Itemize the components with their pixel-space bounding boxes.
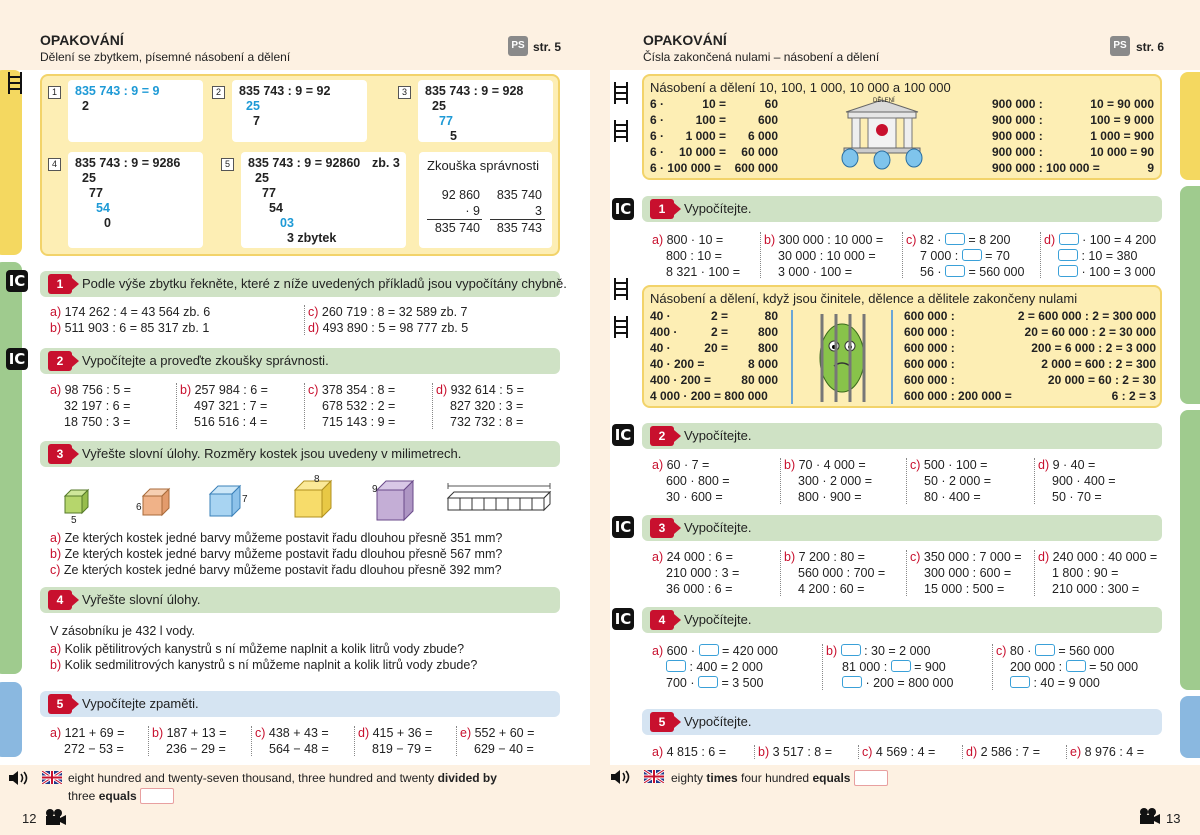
ic-icon: IC [6,270,28,292]
divider [1066,745,1067,759]
exercise-item: b) : 30 = 2 000 [826,644,931,658]
rule-example: 60 [764,97,778,111]
exercise-item: c) 4 569 : 4 = [862,745,936,759]
rule-example: 600 000 : [904,325,955,339]
divider [992,644,993,690]
exercise-item: b) 70 · 4 000 = [784,458,866,472]
rule-example: 40 · [650,309,671,323]
task-instruction: Vypočítejte. [684,714,752,729]
exercise-item: : 40 = 9 000 [1010,676,1100,690]
divider [1034,458,1035,504]
answer-box[interactable] [945,233,965,245]
divider [780,550,781,596]
task-number: 4 [48,590,72,610]
ic-icon: IC [612,608,634,630]
purple-cube [377,481,413,520]
divider [962,745,963,759]
step-line: 03 [280,216,294,230]
rule-example: 40 · 200 = [650,357,705,371]
audio-sentence: eight hundred and twenty-seven thousand, three hundred and twenty divided by [68,771,497,785]
video-camera-icon[interactable] [44,808,68,826]
rule-example: 600 000 : [904,309,955,323]
exercise-item: b) 257 984 : 6 = [180,383,268,397]
task-5-bar [40,691,560,717]
bank-illustration [832,96,982,178]
task-instruction: Podle výše zbytku řekněte, které z níže uvedených příkladů jsou vypočítány chybně. [82,276,567,291]
rule-example: 600 000 : [904,341,955,355]
audio-sentence: three equals [68,788,174,804]
rule-example: 6 000 [747,129,778,143]
step-remainder: zb. 3 [372,156,400,170]
divider [858,745,859,759]
left-edge-blue [0,682,22,757]
ic-icon: IC [6,348,28,370]
step-number: 1 [48,86,61,99]
rule-example: 2 = 600 000 : 2 = 300 000 [1017,309,1156,323]
rule-example: 800 [757,325,778,339]
exercise-item: b) 187 + 13 = [152,726,227,740]
rule-example: 100 = [695,113,726,127]
exercise-item: c) 500 · 100 = [910,458,988,472]
step-line: 25 [82,171,96,185]
step-line: 25 [246,99,260,113]
exercise-item: 4 200 : 60 = [798,582,865,596]
prisoner-illustration [788,308,896,406]
exercise-item: d) 932 614 : 5 = [436,383,524,397]
exercise-item: a) 98 756 : 5 = [50,383,131,397]
step-line: 3 zbytek [287,231,337,245]
cube-label: 5 [71,515,77,526]
word-problem: b) Kolik sedmilitrových kanystrů s ní můžeme naplnit a kolik litrů vody zbude? [50,658,478,672]
rule-example: 2 000 = 600 : 2 = 300 [1041,357,1156,371]
exercise-item: a) 4 815 : 6 = [652,745,727,759]
task-number: 2 [650,426,674,446]
step-line: 54 [96,201,110,215]
exercise-item: 7 000 : = 70 [920,249,1010,263]
divider [456,726,457,756]
left-edge-yellow [0,70,22,255]
orange-cube [143,489,169,515]
exercise-item: a) 121 + 69 = [50,726,125,740]
task-number: 4 [650,610,674,630]
exercise-item: c) 80 · = 560 000 [996,644,1115,658]
rule-example: 1 000 = [685,129,726,143]
exercise-item: 50 · 2 000 = [924,474,992,488]
exercise-item: 3 000 · 100 = [778,265,853,279]
divider [906,458,907,504]
right-edge-green [1180,186,1200,404]
step-number: 2 [212,86,225,99]
divider [251,726,252,756]
right-edge-blue [1180,696,1200,758]
step-calc: 835 743 : 9 = 928 [425,84,524,98]
right-page-title: OPAKOVÁNÍ [643,32,727,48]
task-number: 1 [650,199,674,219]
exercise-item: 300 · 2 000 = [798,474,873,488]
exercise-item: : 10 = 380 [1058,249,1137,263]
exercise-item: a) 174 262 : 4 = 43 564 zb. 6 [50,305,211,319]
exercise-item: 800 : 10 = [666,249,722,263]
cubes-illustration [60,478,560,528]
rule-example: 200 = 6 000 : 2 = 3 000 [1031,341,1156,355]
exercise-item: b) 7 200 : 80 = [784,550,865,564]
rule-example: 600 000 : 200 000 = [904,389,1012,403]
speaker-icon[interactable] [610,769,636,785]
audio-sentence: eighty times four hundred equals [671,770,888,786]
step-calc: 835 743 : 9 = 9 [75,84,160,98]
exercise-item: 715 143 : 9 = [322,415,396,429]
exercise-item: 50 · 70 = [1052,490,1102,504]
task-instruction: Vypočítejte a proveďte zkoušky správnosti. [82,353,329,368]
exercise-item: 827 320 : 3 = [450,399,524,413]
rule-example: 100 = 9 000 [1090,113,1154,127]
exercise-item: 272 − 53 = [64,742,124,756]
green-cube [65,490,88,513]
divider [176,383,177,429]
step-line: 5 [450,129,457,143]
task-number: 3 [48,444,72,464]
step-line: 7 [253,114,260,128]
check-value: 3 [535,204,542,218]
left-page-title: OPAKOVÁNÍ [40,32,124,48]
rule-example: 4 000 · 200 = 800 000 [650,389,768,403]
ps-badge-left: PS [508,36,528,56]
exercise-item: 800 · 900 = [798,490,862,504]
exercise-item: 678 532 : 2 = [322,399,396,413]
task-5-bar [642,709,1162,735]
divider [906,550,907,596]
task-instruction: Vypočítejte. [684,201,752,216]
yellow-cube [295,481,331,517]
step-line: 2 [82,99,89,113]
ladder-icon [614,120,628,142]
left-edge-green [0,262,22,674]
exercise-item: 516 516 : 4 = [194,415,268,429]
task-instruction: Vyřešte slovní úlohy. Rozměry kostek jsou uvedeny v milimetrech. [82,446,462,461]
right-page-ref: str. 6 [1136,40,1165,54]
exercise-item: a) 60 · 7 = [652,458,710,472]
answer-box[interactable] [699,644,719,656]
rule-box-title: Násobení a dělení, když jsou činitele, dělence a dělitele zakončeny nulami [650,291,1078,306]
exercise-item: c) 378 354 : 8 = [308,383,396,397]
exercise-item: 15 000 : 500 = [924,582,1005,596]
check-divider [427,219,482,220]
step-line: 0 [104,216,111,230]
rule-example: 6 : 2 = 3 [1111,389,1156,403]
rule-example: 10 000 = [678,145,726,159]
exercise-item: 900 · 400 = [1052,474,1116,488]
exercise-item: : 400 = 2 000 [666,660,763,674]
step-line: 25 [255,171,269,185]
answer-box[interactable] [842,676,862,688]
exercise-item: 700 · = 3 500 [666,676,764,690]
divider [822,644,823,690]
rule-example: 6 · [650,113,665,127]
page-number: 13 [1166,811,1181,826]
word-problem: b) Ze kterých kostek jedné barvy můžeme postavit řadu dlouhou přesně 567 mm? [50,547,503,561]
speaker-icon[interactable] [8,770,34,786]
exercise-item: d) 240 000 : 40 000 = [1038,550,1158,564]
exercise-item: d) 9 · 40 = [1038,458,1096,472]
exercise-item: 210 000 : 300 = [1052,582,1140,596]
exercise-item: b) 3 517 : 8 = [758,745,833,759]
rule-example: 80 000 [741,373,778,387]
divider [148,726,149,756]
ic-icon: IC [612,424,634,446]
left-page-subtitle: Dělení se zbytkem, písemné násobení a dělení [40,50,291,64]
check-value: 835 740 [434,221,480,235]
exercise-item: e) 552 + 60 = [460,726,535,740]
divider [432,383,433,429]
step-number: 4 [48,158,61,171]
check-value: 92 860 [441,188,480,202]
rule-example: 60 000 [741,145,778,159]
cube-label: 7 [242,494,248,505]
rule-example: 1 000 = 900 [1090,129,1154,143]
rule-example: 6 · [650,97,665,111]
exercise-item: a) 800 · 10 = [652,233,724,247]
right-edge-yellow [1180,72,1200,180]
word-problem: a) Kolik pětilitrových kanystrů s ní můžeme naplnit a kolik litrů vody zbude? [50,642,465,656]
exercise-item: 80 · 400 = [924,490,981,504]
right-page-subtitle: Čísla zakončená nulami – násobení a dělení [643,50,880,64]
rule-example: 80 [764,309,778,323]
ladder-icon [614,82,628,104]
divider [304,383,305,429]
exercise-item: 18 750 : 3 = [64,415,131,429]
exercise-item: e) 8 976 : 4 = [1070,745,1145,759]
cube-label: 8 [314,474,320,485]
rule-example: 900 000 : 100 000 = [992,161,1100,175]
task-4-bar [642,607,1162,633]
task-instruction: Vypočítejte. [684,520,752,535]
exercise-item: 497 321 : 7 = [194,399,268,413]
exercise-item: 36 000 : 6 = [666,582,733,596]
ic-icon: IC [612,516,634,538]
step-calc: 835 743 : 9 = 92860 [248,156,361,170]
bank-sign: DĚLENÍ [873,98,895,104]
task-4-bar [40,587,560,613]
rule-example: 800 [757,341,778,355]
divider [354,726,355,756]
cube-label: 9 [372,484,378,495]
exercise-item: b) 511 903 : 6 = 85 317 zb. 1 [50,321,210,335]
rule-example: 6 · [650,145,665,159]
exercise-item: 56 · = 560 000 [920,265,1025,279]
divider [304,305,305,335]
step-line: 77 [439,114,453,128]
rule-example: 10 = [702,97,726,111]
check-value: 835 740 [496,188,542,202]
rule-example: 20 = [704,341,728,355]
ic-icon: IC [612,198,634,220]
exercise-item: 300 000 : 600 = [924,566,1012,580]
task-instruction: Vypočítejte. [684,428,752,443]
ladder-icon [8,72,22,94]
check-divider [490,219,545,220]
answer-box[interactable] [1058,265,1078,277]
task-number: 3 [650,518,674,538]
exercise-item: 32 197 : 6 = [64,399,131,413]
rule-example: 400 · 200 = [650,373,712,387]
rule-example: 20 000 = 60 : 2 = 30 [1047,373,1156,387]
step-calc: 835 743 : 9 = 9286 [75,156,181,170]
answer-box[interactable] [962,249,982,261]
ladder-icon [614,316,628,338]
cube-label: 6 [136,502,142,513]
task-2-bar [642,423,1162,449]
exercise-item: 81 000 : = 900 [842,660,946,674]
exercise-item: d) 493 890 : 5 = 98 777 zb. 5 [308,321,469,335]
answer-box[interactable] [140,788,174,804]
exercise-item: 30 000 : 10 000 = [778,249,876,263]
exercise-item: 210 000 : 3 = [666,566,740,580]
exercise-item: d) 415 + 36 = [358,726,433,740]
rule-example: 900 000 : [992,145,1043,159]
rule-example: 900 000 : [992,113,1043,127]
exercise-item: · 100 = 3 000 [1058,265,1156,279]
answer-box[interactable] [841,644,861,656]
exercise-item: 560 000 : 700 = [798,566,886,580]
divider [780,458,781,504]
uk-flag-icon [644,770,664,783]
task-3-bar [642,515,1162,541]
exercise-item: 564 − 48 = [269,742,329,756]
rule-example: 900 000 : [992,97,1043,111]
word-problem: c) Ze kterých kostek jedné barvy můžeme postavit řadu dlouhou přesně 392 mm? [50,563,502,577]
answer-box[interactable] [1010,676,1030,688]
left-page-ref: str. 5 [533,40,562,54]
answer-box[interactable] [666,660,686,672]
task-number: 5 [650,712,674,732]
task-instruction: Vypočítejte. [684,612,752,627]
rule-box-title: Násobení a dělení 10, 100, 1 000, 10 000 a 100 000 [650,80,951,95]
uk-flag-icon [42,771,62,784]
rule-example: 10 = 90 000 [1090,97,1154,111]
exercise-item: c) 82 · = 8 200 [906,233,1011,247]
exercise-item: 236 − 29 = [166,742,226,756]
page-number: 12 [22,811,37,826]
task-instruction: Vypočítejte zpaměti. [82,696,199,711]
exercise-item: c) 350 000 : 7 000 = [910,550,1022,564]
exercise-item: d) 2 586 : 7 = [966,745,1041,759]
word-problem: a) Ze kterých kostek jedné barvy můžeme postavit řadu dlouhou přesně 351 mm? [50,531,503,545]
exercise-item: 629 − 40 = [474,742,534,756]
divider [1034,550,1035,596]
answer-box[interactable] [1058,249,1078,261]
answer-box[interactable] [698,676,718,688]
rule-example: 6 · 100 000 = [650,161,722,175]
exercise-item: a) 24 000 : 6 = [652,550,733,564]
rule-example: 600 000 : [904,357,955,371]
step-calc: 835 743 : 9 = 92 [239,84,331,98]
row-of-cubes [448,483,550,510]
answer-box[interactable] [854,770,888,786]
rule-example: 10 000 = 90 [1090,145,1154,159]
rule-example: 2 = [710,309,728,323]
exercise-item: a) 600 · = 420 000 [652,644,778,658]
answer-box[interactable] [1035,644,1055,656]
rule-example: 6 · [650,129,665,143]
divider [1040,232,1041,278]
step-line: 25 [432,99,446,113]
exercise-item: 819 − 79 = [372,742,432,756]
exercise-item: 1 800 : 90 = [1052,566,1119,580]
task-number: 2 [48,351,72,371]
video-camera-icon[interactable] [1138,807,1162,825]
right-edge-green [1180,410,1200,690]
step-number: 5 [221,158,234,171]
exercise-item: c) 438 + 43 = [255,726,329,740]
word-problem-intro: V zásobníku je 432 l vody. [50,624,195,638]
exercise-item: 732 732 : 8 = [450,415,524,429]
step-line: 77 [262,186,276,200]
exercise-item: 30 · 600 = [666,490,723,504]
check-value: · 9 [465,204,480,218]
exercise-item: 600 · 800 = [666,474,730,488]
step-line: 77 [89,186,103,200]
rule-example: 40 · [650,341,671,355]
rule-example: 600 [757,113,778,127]
ladder-icon [614,278,628,300]
task-number: 1 [48,274,72,294]
rule-example: 9 [1147,161,1154,175]
task-number: 5 [48,694,72,714]
exercise-item: 200 000 : = 50 000 [1010,660,1139,674]
rule-example: 2 = [710,325,728,339]
exercise-item: 8 321 · 100 = [666,265,741,279]
answer-box[interactable] [945,265,965,277]
rule-example: 400 · [650,325,678,339]
exercise-item: d) · 100 = 4 200 [1044,233,1157,247]
answer-box[interactable] [1066,660,1086,672]
step-number: 3 [398,86,411,99]
check-title: Zkouška správnosti [427,158,539,173]
step-line: 54 [269,201,283,215]
task-1-bar [642,196,1162,222]
ps-badge-right: PS [1110,36,1130,56]
task-2-bar [40,348,560,374]
task-instruction: Vyřešte slovní úlohy. [82,592,201,607]
exercise-item: c) 260 719 : 8 = 32 589 zb. 7 [308,305,468,319]
exercise-item: · 200 = 800 000 [842,676,953,690]
divider [760,232,761,278]
blue-cube [210,486,240,516]
task-1-bar [40,271,567,297]
rule-example: 600 000 [734,161,778,175]
rule-example: 600 000 : [904,373,955,387]
divider [754,745,755,759]
rule-example: 8 000 [747,357,778,371]
check-value: 835 743 [496,221,542,235]
rule-example: 900 000 : [992,129,1043,143]
divider [902,232,903,278]
exercise-item: b) 300 000 : 10 000 = [764,233,884,247]
answer-box[interactable] [891,660,911,672]
answer-box[interactable] [1059,233,1079,245]
rule-example: 20 = 60 000 : 2 = 30 000 [1024,325,1156,339]
task-3-bar [40,441,560,467]
